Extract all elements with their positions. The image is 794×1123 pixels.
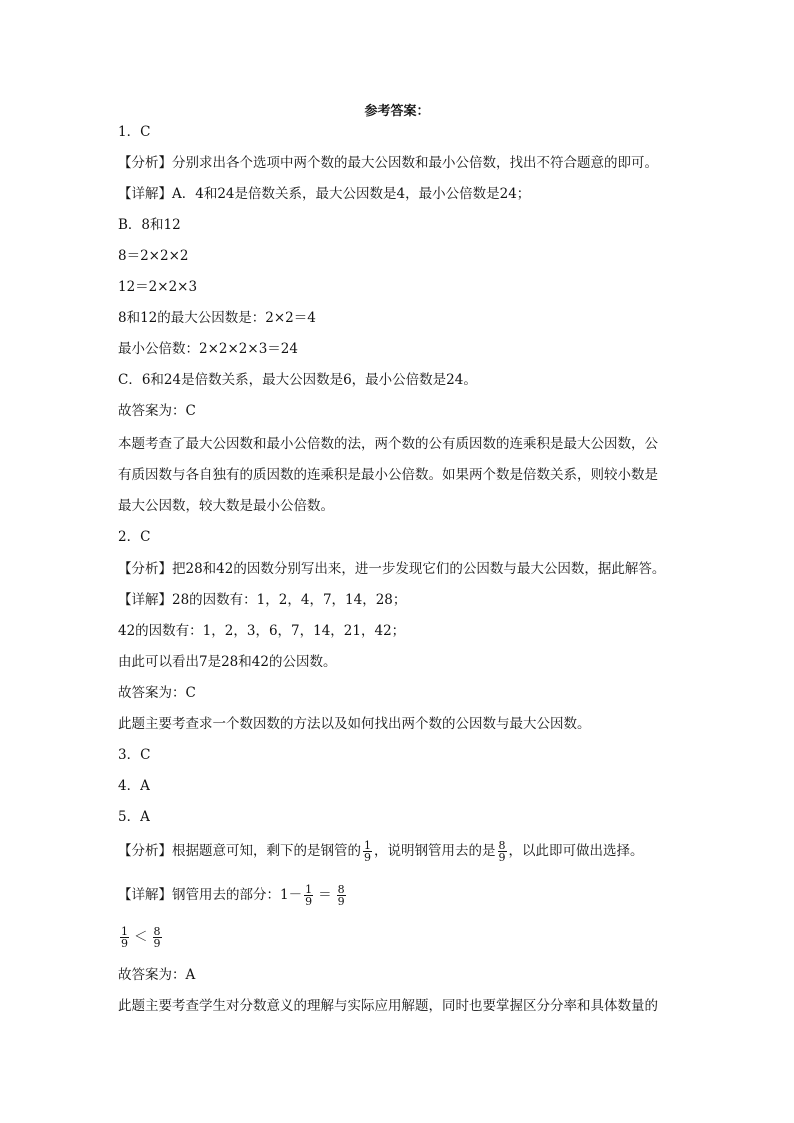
fraction: $\frac{1}{9}$ xyxy=(305,883,313,908)
text-line: 5．A xyxy=(118,809,150,825)
text-line: 42的因数有：1，2，3，6，7，14，21，42； xyxy=(118,623,406,639)
text-line: 3．C xyxy=(118,747,151,763)
text-line: 8和12的最大公因数是：2×2＝4 xyxy=(118,310,316,326)
text-line: 有质因数与各自独有的质因数的连乘积是最小公倍数。如果两个数是倍数关系，则较小数是 xyxy=(118,467,658,483)
equals-sign: ＝ xyxy=(318,887,332,903)
fraction: $\frac{8}{9}$ xyxy=(337,883,345,908)
text-line: 【分析】把28和42的因数分别写出来，进一步发现它们的公因数与最大公因数，据此解答。 xyxy=(118,561,666,577)
page-title: 参考答案： xyxy=(364,104,430,119)
text-line: 故答案为：C xyxy=(118,685,196,701)
q5-compare-line xyxy=(118,926,678,949)
q5-analysis-text: 【分析】根据题意可知，剩下的是钢管的 xyxy=(118,843,361,859)
q5-detail-line xyxy=(118,884,678,907)
text-line: 故答案为：A xyxy=(118,967,196,983)
q5-analysis-text: ，说明钢管用去的是 xyxy=(374,843,496,859)
text-line: 最大公因数，较大数是最小公倍数。 xyxy=(118,498,334,514)
less-than-sign: ＜ xyxy=(134,929,148,945)
text-line: 【分析】分别求出各个选项中两个数的最大公因数和最小公倍数，找出不符合题意的即可。 xyxy=(118,155,658,171)
text-line: 最小公倍数：2×2×2×3＝24 xyxy=(118,341,298,357)
text-line: 4．A xyxy=(118,778,150,794)
text-line: C．6和24是倍数关系，最大公因数是6，最小公倍数是24。 xyxy=(118,372,477,388)
q5-analysis-text: ，以此即可做出选择。 xyxy=(508,843,644,859)
text-line: B．8和12 xyxy=(118,217,181,233)
text-line: 此题主要考查求一个数因数的方法以及如何找出两个数的公因数与最大公因数。 xyxy=(118,716,591,732)
fraction: $\frac{8}{9}$ xyxy=(153,925,161,950)
text-line: 故答案为：C xyxy=(118,403,196,419)
text-line: 此题主要考查学生对分数意义的理解与实际应用解题，同时也要掌握区分分率和具体数量的 xyxy=(118,998,658,1014)
text-line: 【详解】A．4和24是倍数关系，最大公因数是4，最小公倍数是24； xyxy=(118,186,531,202)
fraction: $\frac{1}{9}$ xyxy=(121,925,128,950)
text-line: 本题考查了最大公因数和最小公倍数的法，两个数的公有质因数的连乘积是最大公因数，公 xyxy=(118,436,658,452)
q5-analysis-line xyxy=(118,840,678,863)
text-line: 【详解】28的因数有：1，2，4，7，14，28； xyxy=(118,592,407,608)
text-line: 2．C xyxy=(118,529,151,545)
text-line: 8＝2×2×2 xyxy=(118,248,189,264)
text-line: 由此可以看出7是28和42的公因数。 xyxy=(118,654,337,670)
fraction: $\frac{8}{9}$ xyxy=(498,839,506,864)
text-line: 1．C xyxy=(118,124,151,140)
fraction: $\frac{1}{9}$ xyxy=(364,839,371,864)
q5-detail-text: 【详解】钢管用去的部分：1－ xyxy=(118,887,303,903)
text-line: 12＝2×2×3 xyxy=(118,279,198,295)
